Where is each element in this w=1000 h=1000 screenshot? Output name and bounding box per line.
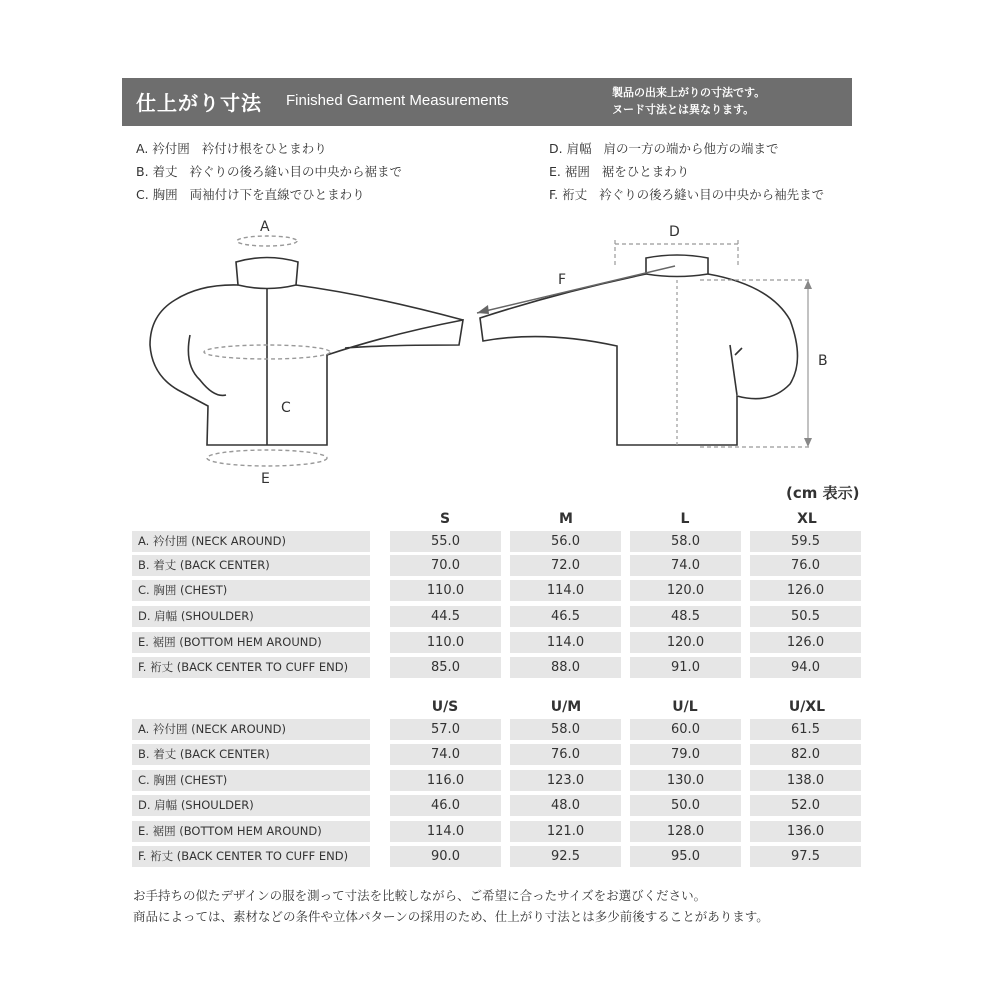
footer-note-2: 商品によっては、素材などの条件や立体パターンの採用のため、仕上がり寸法とは多少前後することがあります。 xyxy=(133,909,769,924)
measure-e-ellipse xyxy=(207,450,327,466)
table-row xyxy=(132,531,850,552)
table-row xyxy=(132,657,850,678)
cell-value: 76.0 xyxy=(510,744,621,765)
table-2-header-row xyxy=(132,697,850,718)
cell-value: 91.0 xyxy=(630,657,741,678)
label-d: D xyxy=(669,224,680,240)
cell-value: 61.5 xyxy=(750,719,861,740)
table-row xyxy=(132,795,850,816)
cell-value: 114.0 xyxy=(510,580,621,601)
front-collar xyxy=(236,258,298,289)
cell-value: 120.0 xyxy=(630,580,741,601)
front-body-outline xyxy=(150,285,463,445)
cell-value: 94.0 xyxy=(750,657,861,678)
cell-value: 116.0 xyxy=(390,770,501,791)
cell-value: 97.5 xyxy=(750,846,861,867)
cell-value: 92.5 xyxy=(510,846,621,867)
front-left-sleeve-inner xyxy=(188,335,226,395)
cell-value: 52.0 xyxy=(750,795,861,816)
back-sleeve-mark xyxy=(735,348,742,355)
definition-desc: 衿ぐりの後ろ縫い目の中央から袖先まで xyxy=(599,187,825,202)
definition-desc: 衿ぐりの後ろ縫い目の中央から裾まで xyxy=(189,164,402,179)
definition-key: D. 肩幅 xyxy=(549,141,592,156)
cell-value: 60.0 xyxy=(630,719,741,740)
measure-f-arrowhead xyxy=(477,305,489,314)
size-header: U/M xyxy=(550,699,582,715)
definition-desc: 裾をひとまわり xyxy=(601,164,690,179)
row-label: C. 胸囲 (CHEST) xyxy=(132,580,370,601)
measure-f-line xyxy=(477,266,675,313)
cell-value: 79.0 xyxy=(630,744,741,765)
label-e: E xyxy=(261,471,270,487)
row-label: A. 衿付囲 (NECK AROUND) xyxy=(132,531,370,552)
cell-value: 56.0 xyxy=(510,531,621,552)
table-row xyxy=(132,846,850,867)
cell-value: 58.0 xyxy=(510,719,621,740)
header-note-line2: ヌード寸法とは異なります。 xyxy=(612,103,755,116)
cell-value: 88.0 xyxy=(510,657,621,678)
label-b: B xyxy=(818,353,828,369)
table-row xyxy=(132,580,850,601)
cell-value: 48.0 xyxy=(510,795,621,816)
cell-value: 50.5 xyxy=(750,606,861,627)
size-header: U/XL xyxy=(788,699,826,715)
cell-value: 128.0 xyxy=(630,821,741,842)
cell-value: 82.0 xyxy=(750,744,861,765)
footer-note-1: お手持ちの似たデザインの服を測って寸法を比較しながら、ご希望に合ったサイズをお選びください。 xyxy=(133,888,707,903)
size-header: XL xyxy=(797,511,817,527)
cell-value: 138.0 xyxy=(750,770,861,791)
front-view xyxy=(150,258,463,446)
table-row xyxy=(132,744,850,765)
cell-value: 120.0 xyxy=(630,632,741,653)
row-label: F. 裄丈 (BACK CENTER TO CUFF END) xyxy=(132,846,370,867)
cell-value: 59.5 xyxy=(750,531,861,552)
table-row xyxy=(132,821,850,842)
title-jp: 仕上がり寸法 xyxy=(136,91,262,115)
row-label: C. 胸囲 (CHEST) xyxy=(132,770,370,791)
measure-d-line xyxy=(615,240,738,268)
cell-value: 50.0 xyxy=(630,795,741,816)
cell-value: 126.0 xyxy=(750,580,861,601)
back-view xyxy=(480,255,798,445)
cell-value: 74.0 xyxy=(630,555,741,576)
table-row xyxy=(132,719,850,740)
cell-value: 110.0 xyxy=(390,580,501,601)
row-label: B. 着丈 (BACK CENTER) xyxy=(132,744,370,765)
definition-key: B. 着丈 xyxy=(136,164,178,179)
header-note-line1: 製品の出来上がりの寸法です。 xyxy=(612,86,766,99)
size-header: U/L xyxy=(672,699,698,715)
cell-value: 136.0 xyxy=(750,821,861,842)
cell-value: 121.0 xyxy=(510,821,621,842)
cell-value: 48.5 xyxy=(630,606,741,627)
table-row xyxy=(132,606,850,627)
row-label: D. 肩幅 (SHOULDER) xyxy=(132,795,370,816)
row-label: F. 裄丈 (BACK CENTER TO CUFF END) xyxy=(132,657,370,678)
definition-key: F. 裄丈 xyxy=(549,187,588,202)
back-collar xyxy=(646,255,708,277)
row-label: E. 裾囲 (BOTTOM HEM AROUND) xyxy=(132,821,370,842)
cell-value: 55.0 xyxy=(390,531,501,552)
table-1-header-row xyxy=(132,509,850,530)
definition-key: A. 衿付囲 xyxy=(136,141,190,156)
cell-value: 76.0 xyxy=(750,555,861,576)
unit-note: (cm 表示) xyxy=(786,484,860,502)
cell-value: 46.0 xyxy=(390,795,501,816)
label-f: F xyxy=(558,272,567,288)
cell-value: 95.0 xyxy=(630,846,741,867)
cell-value: 57.0 xyxy=(390,719,501,740)
cell-value: 58.0 xyxy=(630,531,741,552)
row-label: D. 肩幅 (SHOULDER) xyxy=(132,606,370,627)
size-header: M xyxy=(559,511,573,527)
size-header: L xyxy=(680,511,690,527)
cell-value: 130.0 xyxy=(630,770,741,791)
cell-value: 90.0 xyxy=(390,846,501,867)
label-a: A xyxy=(260,219,270,235)
front-right-shoulder xyxy=(296,285,463,320)
size-header: S xyxy=(439,511,451,527)
measure-b-guides xyxy=(700,280,810,447)
definition-desc: 肩の一方の端から他方の端まで xyxy=(603,141,779,156)
cell-value: 70.0 xyxy=(390,555,501,576)
cell-value: 110.0 xyxy=(390,632,501,653)
back-sleeve-seam xyxy=(730,345,737,395)
definition-desc: 衿付け根をひとまわり xyxy=(201,141,327,156)
cell-value: 114.0 xyxy=(390,821,501,842)
label-c: C xyxy=(281,400,291,416)
table-row xyxy=(132,632,850,653)
definition-key: E. 裾囲 xyxy=(549,164,590,179)
row-label: B. 着丈 (BACK CENTER) xyxy=(132,555,370,576)
title-en: Finished Garment Measurements xyxy=(286,92,509,109)
cell-value: 114.0 xyxy=(510,632,621,653)
cell-value: 85.0 xyxy=(390,657,501,678)
cell-value: 126.0 xyxy=(750,632,861,653)
cell-value: 46.5 xyxy=(510,606,621,627)
row-label: A. 衿付囲 (NECK AROUND) xyxy=(132,719,370,740)
back-body-outline xyxy=(480,274,798,445)
cell-value: 123.0 xyxy=(510,770,621,791)
size-header: U/S xyxy=(431,699,459,715)
cell-value: 72.0 xyxy=(510,555,621,576)
measure-a-ellipse xyxy=(237,236,297,246)
row-label: E. 裾囲 (BOTTOM HEM AROUND) xyxy=(132,632,370,653)
cell-value: 74.0 xyxy=(390,744,501,765)
definition-desc: 両袖付け下を直線でひとまわり xyxy=(189,187,365,202)
table-row xyxy=(132,770,850,791)
table-row xyxy=(132,555,850,576)
definition-key: C. 胸囲 xyxy=(136,187,178,202)
cell-value: 44.5 xyxy=(390,606,501,627)
